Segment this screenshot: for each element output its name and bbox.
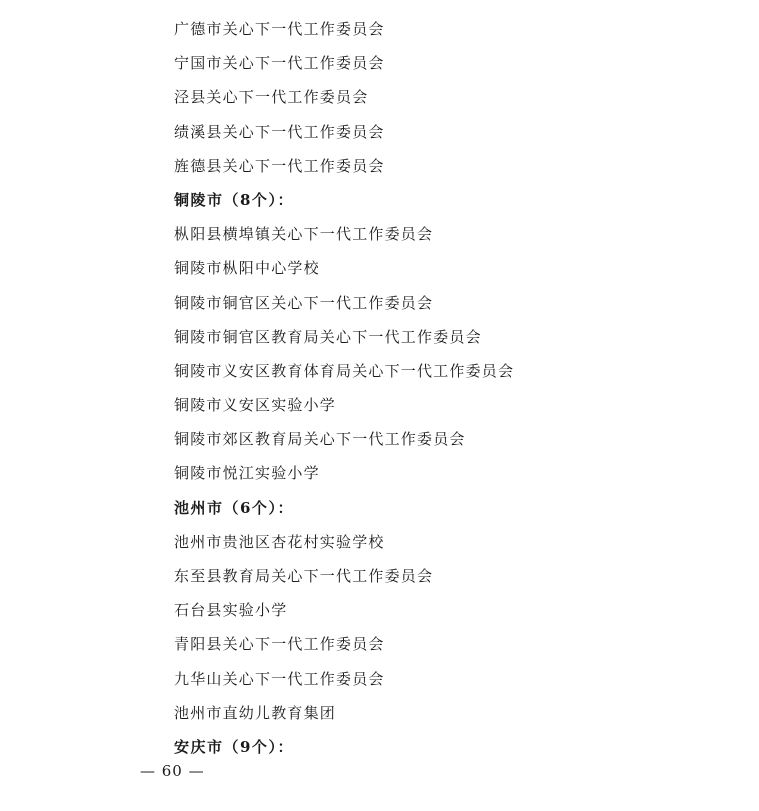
section-heading-anqing: 安庆市（9个）：: [174, 737, 294, 756]
list-item: 铜陵市枞阳中心学校: [174, 259, 320, 278]
list-item: 宁国市关心下一代工作委员会: [174, 54, 385, 73]
list-item: 石台县实验小学: [174, 601, 288, 620]
list-item: 铜陵市铜官区教育局关心下一代工作委员会: [174, 327, 482, 346]
list-item: 铜陵市铜官区关心下一代工作委员会: [174, 293, 434, 312]
page-number: — 60 —: [140, 762, 205, 780]
section-heading-tongling: 铜陵市（8个）：: [174, 190, 294, 209]
organization-list: [174, 15, 514, 767]
section-heading-chizhou: 池州市（6个）：: [174, 498, 294, 517]
list-item: 九华山关心下一代工作委员会: [174, 669, 385, 688]
list-item: 池州市贵池区杏花村实验学校: [174, 532, 385, 551]
list-item: 池州市直幼儿教育集团: [174, 703, 337, 722]
list-item: 铜陵市义安区实验小学: [174, 396, 337, 415]
list-item: 铜陵市郊区教育局关心下一代工作委员会: [174, 430, 466, 449]
list-item: 绩溪县关心下一代工作委员会: [174, 122, 385, 141]
list-item: 东至县教育局关心下一代工作委员会: [174, 567, 434, 585]
list-item: 广德市关心下一代工作委员会: [174, 20, 385, 38]
list-item: 青阳县关心下一代工作委员会: [174, 635, 385, 654]
list-item: 枞阳县横埠镇关心下一代工作委员会: [174, 225, 434, 244]
list-item: 旌德县关心下一代工作委员会: [174, 156, 385, 175]
list-item: 泾县关心下一代工作委员会: [174, 88, 369, 107]
list-item: 铜陵市悦江实验小学: [174, 464, 320, 483]
list-item: 铜陵市义安区教育体育局关心下一代工作委员会: [174, 361, 515, 380]
